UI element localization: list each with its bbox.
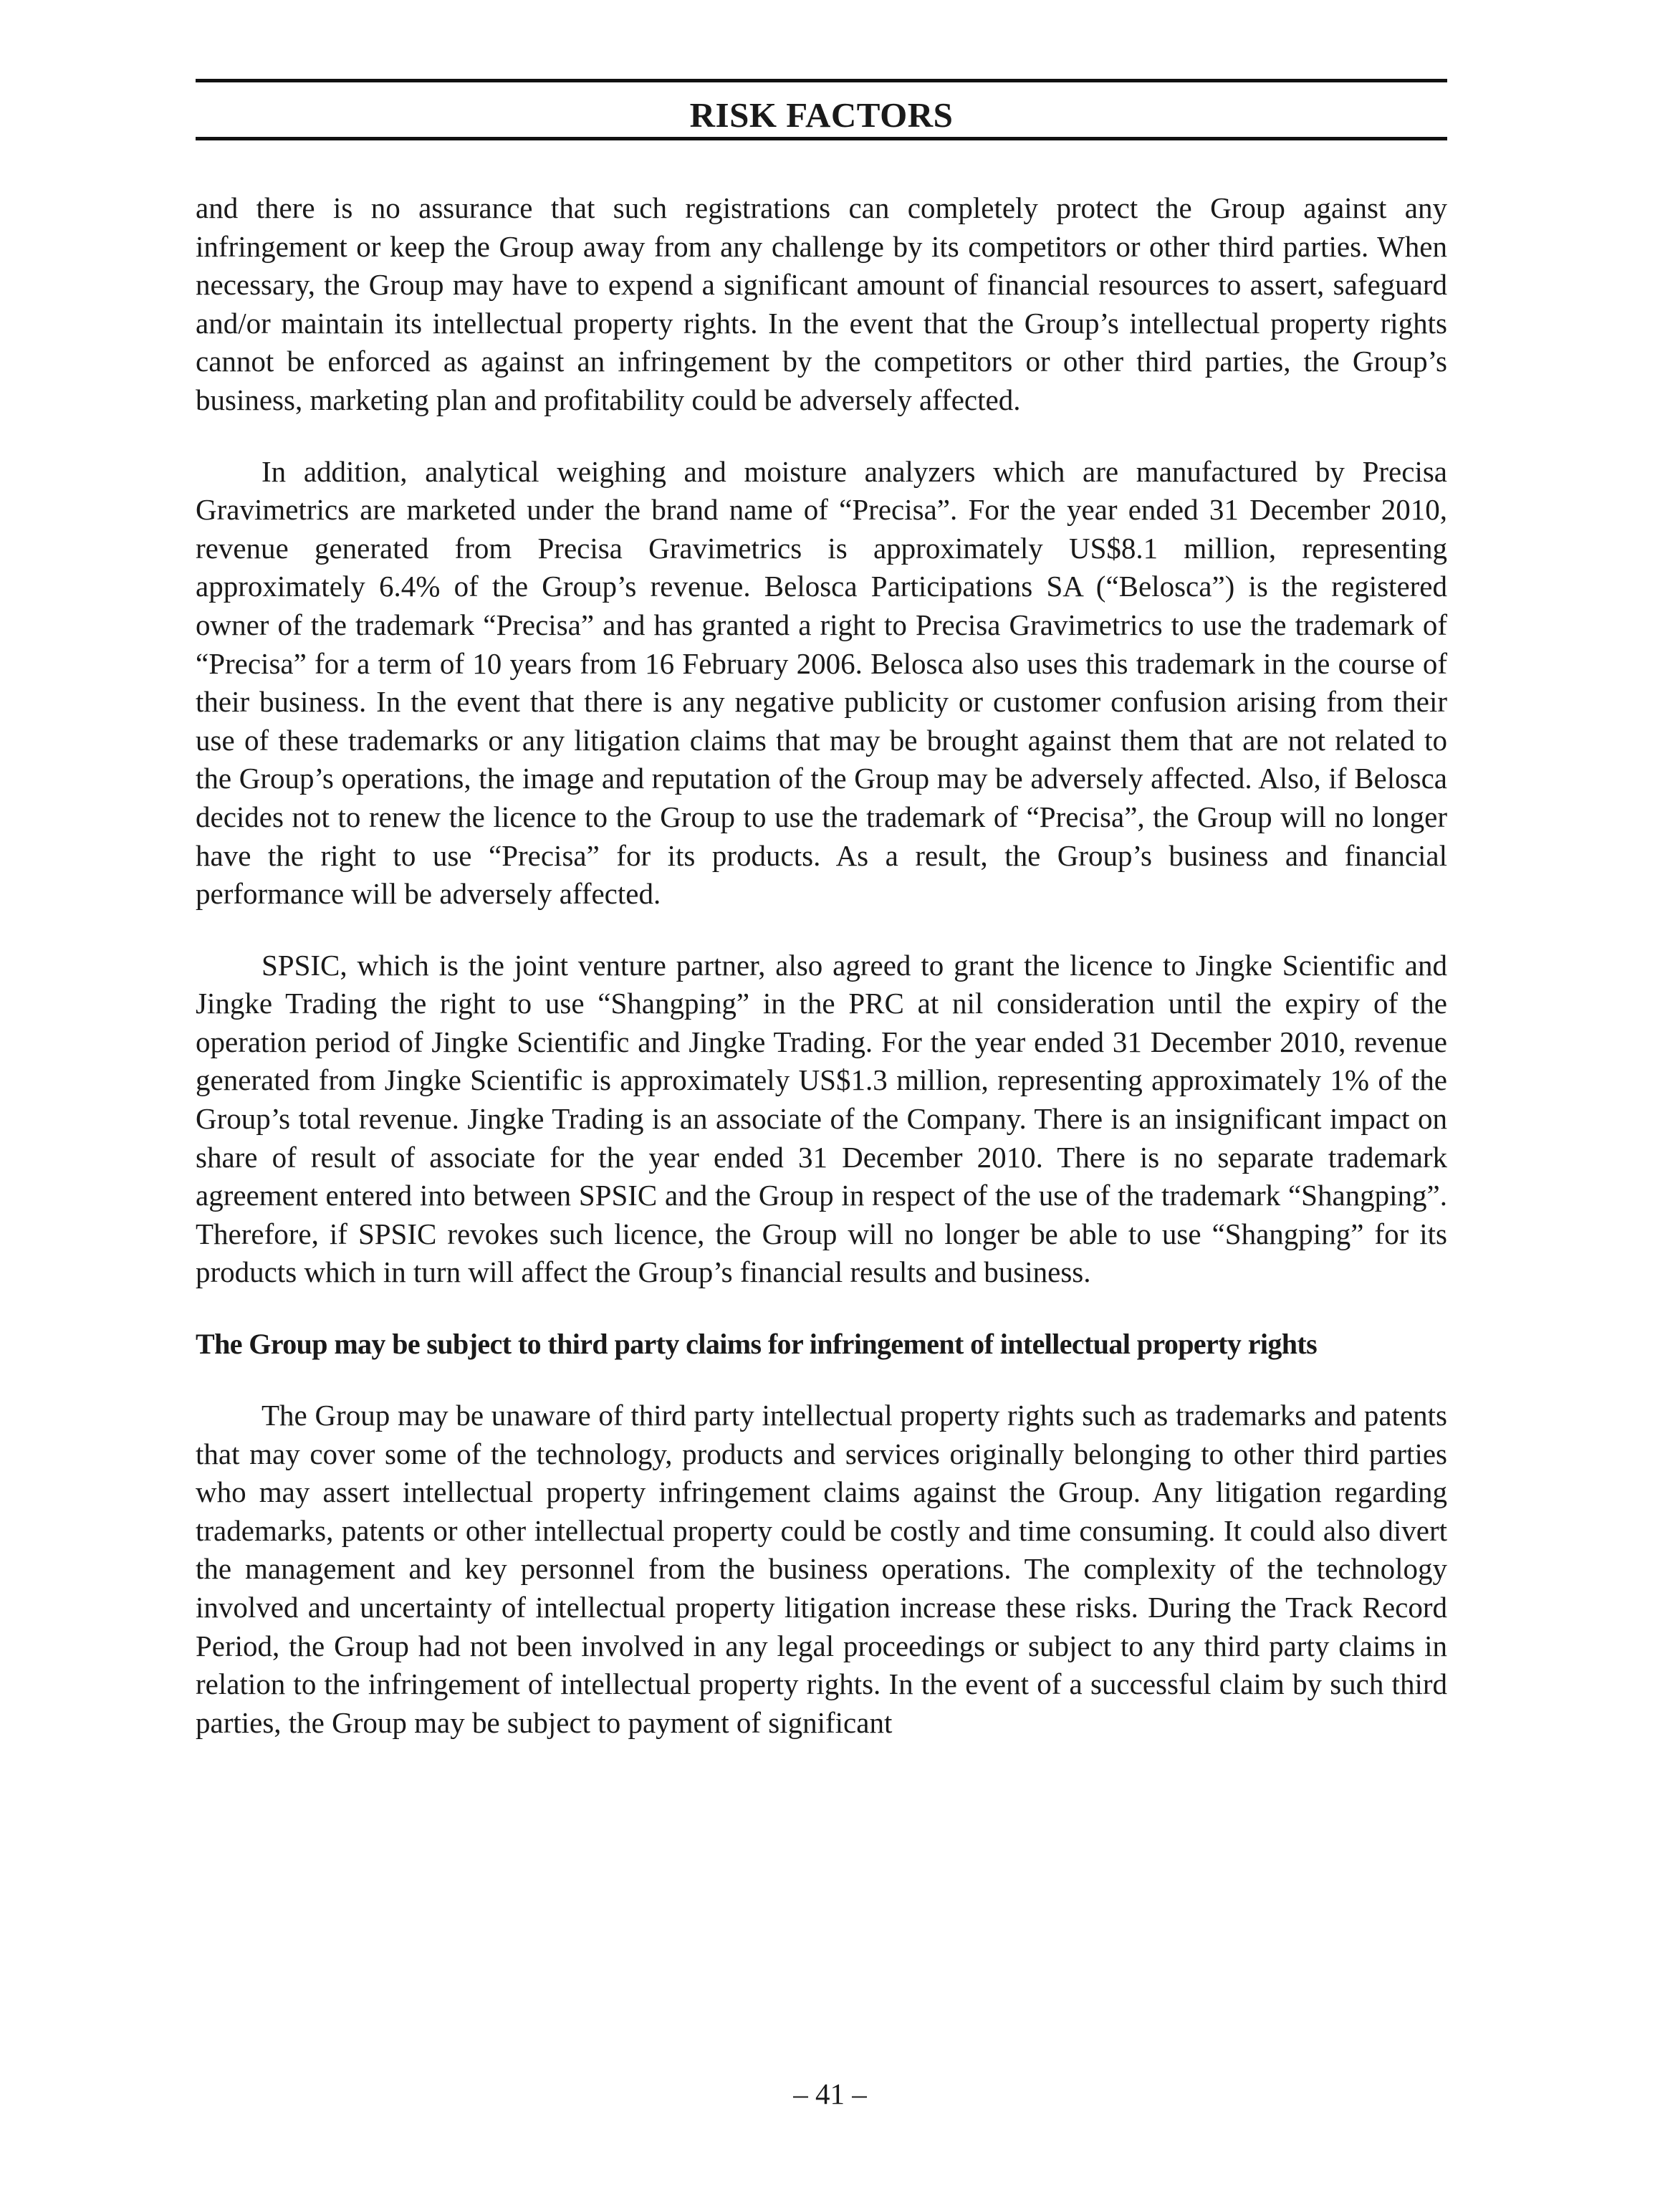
shangping-licence-paragraph: SPSIC, which is the joint venture partner, also agreed to grant the licence to Jingke Scientific and Jingke Trading the right to use “Shangping” in the PRC at nil consideration until the expiry of the operation period of Jingke Scientific and Jingke Trading. For the year ended 31 December 2010, revenue generated from Jingke Scientific is approximately US$1.3 million, representing approximately 1% of the Group’s total revenue. Jingke Trading is an associate of the Company. There is an insignificant impact on share of result of associate for the year ended 31 December 2010. There is no separate trademark agreement entered into between SPSIC and the Group in respect of the use of the trademark “Shangping”. Therefore, if SPSIC revokes such licence, the Group will no longer be able to use “Shangping” for its products which in turn will affect the Group’s financial results and business. — [196, 948, 1447, 1289]
precisa-trademark-paragraph: In addition, analytical weighing and moisture analyzers which are manufactured by Precisa Gravimetrics are marketed under the brand name of “Precisa”. For the year ended 31 December 2010, revenue generated from Precisa Gravimetrics is approximately US$8.1 million, representing approximately 6.4% of the Group’s revenue. Belosca Participations SA (“Belosca”) is the registered owner of the trademark “Precisa” and has granted a right to Precisa Gravimetrics to use the trademark of “Precisa” for a term of 10 years from 16 February 2006. Belosca also uses this trademark in the course of their business. In the event that there is any negative publicity or customer confusion arising from their use of these trademarks or any litigation claims that may be brought against them that are not related to the Group’s operations, the image and reputation of the Group may be adversely affected. Also, if Belosca decides not to renew the licence to the Group to use the trademark of “Precisa”, the Group will no longer have the right to use “Precisa” for its products. As a result, the Group’s business and financial performance will be adversely affected. — [196, 454, 1447, 911]
page-header-title: RISK FACTORS — [689, 95, 954, 135]
document-page — [196, 79, 1447, 1742]
section-heading: The Group may be subject to third party claims for infringement of intellectual property rights — [196, 1328, 1318, 1361]
continuation-paragraph: and there is no assurance that such registrations can completely protect the Group against any infringement or keep the Group away from any challenge by its competitors or other third parties. When necessary, the Group may have to expend a significant amount of financial resources to assert, safeguard and/or maintain its intellectual property rights. In the event that the Group’s intellectual property rights cannot be enforced as against an infringement by the competitors or other third parties, the Group’s business, marketing plan and profitability could be adversely affected. — [196, 191, 1447, 416]
third-party-claims-paragraph: The Group may be unaware of third party intellectual property rights such as trademarks and patents that may cover some of the technology, products and services originally belonging to other third parties who may assert intellectual property infringement claims against the Group. Any litigation regarding trademarks, patents or other intellectual property could be costly and time consuming. It could also divert the management and key personnel from the business operations. The complexity of the technology involved and uncertainty of intellectual property litigation increase these risks. During the Track Record Period, the Group had not been involved in any legal proceedings or subject to any third party claims in relation to the infringement of intellectual property rights. In the event of a successful claim by such third parties, the Group may be subject to payment of significant — [196, 1399, 1447, 1739]
body-text — [196, 189, 1447, 1742]
page-number: – 41 – — [793, 2077, 867, 2110]
